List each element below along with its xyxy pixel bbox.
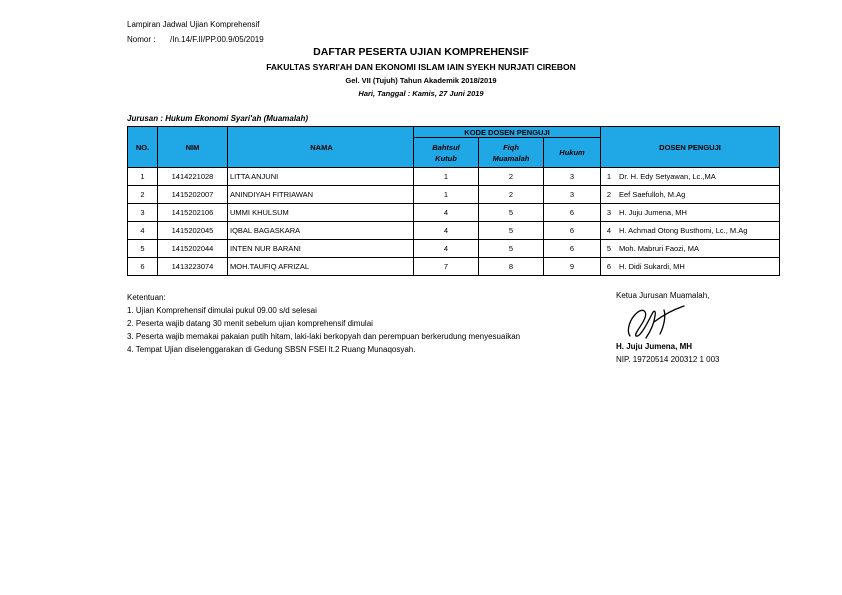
cell-kode-hukum: 3: [544, 186, 601, 204]
cell-dosen-name: H. Juju Jumena, MH: [617, 204, 780, 222]
date-label: Hari, Tanggal : Kamis, 27 Juni 2019: [358, 89, 484, 98]
cell-dosen-name: H. Didi Sukardi, MH: [617, 258, 780, 276]
cell-kode-fiqh: 8: [479, 258, 544, 276]
header-dosen-penguji: DOSEN PENGUJI: [601, 127, 780, 168]
cell-nim: 1415202045: [158, 222, 228, 240]
cell-no: 5: [128, 240, 158, 258]
cell-no: 1: [128, 168, 158, 186]
cell-nama: UMMI KHULSUM: [228, 204, 414, 222]
cell-kode-bahtsul: 1: [414, 186, 479, 204]
cell-nim: 1414221028: [158, 168, 228, 186]
cell-dosen-no: 1: [601, 168, 618, 186]
cell-kode-fiqh: 2: [479, 168, 544, 186]
cell-kode-fiqh: 5: [479, 204, 544, 222]
signature-role: Ketua Jurusan Muamalah,: [616, 291, 710, 300]
ketentuan-item: 2. Peserta wajib datang 30 menit sebelum ujian komprehensif dimulai: [127, 319, 373, 328]
table-row: [128, 168, 780, 186]
cell-dosen-no: 4: [601, 222, 618, 240]
cell-kode-fiqh: 5: [479, 222, 544, 240]
cell-kode-bahtsul: 1: [414, 168, 479, 186]
cell-nim: 1415202044: [158, 240, 228, 258]
cell-no: 2: [128, 186, 158, 204]
table-row: [128, 240, 780, 258]
ketentuan-item: 3. Peserta wajib memakai pakaian putih hitam, laki-laki berkopyah dan perempuan berkerudung menyesuaikan: [127, 332, 521, 341]
cell-dosen-no: 3: [601, 204, 618, 222]
gelombang-label: Gel. VII (Tujuh) Tahun Akademik 2018/2019: [345, 76, 497, 85]
faculty-title: FAKULTAS SYARI'AH DAN EKONOMI ISLAM IAIN SYEKH NURJATI CIREBON: [266, 62, 576, 72]
cell-kode-fiqh: 2: [479, 186, 544, 204]
header-fiqh-line2: Muamalah: [492, 153, 530, 163]
signature-name: H. Juju Jumena, MH: [616, 342, 693, 351]
header-hukum: Hukum: [544, 138, 601, 168]
cell-kode-bahtsul: 4: [414, 222, 479, 240]
header-kode-dosen: KODE DOSEN PENGUJI: [414, 127, 601, 138]
cell-no: 4: [128, 222, 158, 240]
cell-nama: IQBAL BAGASKARA: [228, 222, 414, 240]
ketentuan-item: 4. Tempat Ujian diselenggarakan di Gedung SBSN FSEI lt.2 Ruang Munaqosyah.: [127, 345, 416, 354]
lampiran-label: Lampiran Jadwal Ujian Komprehensif: [127, 20, 260, 29]
cell-kode-bahtsul: 7: [414, 258, 479, 276]
cell-no: 3: [128, 204, 158, 222]
nomor-value: /In.14/F.II/PP.00.9/05/2019: [170, 35, 264, 44]
signature-nip: NIP. 19720514 200312 1 003: [616, 355, 720, 364]
header-bahtsul-line2: Kutub: [435, 153, 457, 163]
ketentuan-section: [127, 291, 520, 356]
cell-kode-fiqh: 5: [479, 240, 544, 258]
header-nim: NIM: [158, 127, 228, 168]
cell-kode-hukum: 3: [544, 168, 601, 186]
cell-dosen-no: 6: [601, 258, 618, 276]
table-row: [128, 222, 780, 240]
cell-nama: ANINDIYAH FITRIAWAN: [228, 186, 414, 204]
participants-table: [127, 126, 780, 276]
cell-dosen-no: 5: [601, 240, 618, 258]
cell-nama: LITTA ANJUNI: [228, 168, 414, 186]
cell-dosen-name: Dr. H. Edy Setyawan, Lc.,MA: [617, 168, 780, 186]
cell-kode-bahtsul: 4: [414, 240, 479, 258]
handwritten-signature: [624, 300, 694, 342]
ketentuan-title: Ketentuan:: [127, 293, 166, 302]
header-fiqh-muamalah: [479, 138, 544, 168]
header-no: NO.: [128, 127, 158, 168]
cell-nim: 1413223074: [158, 258, 228, 276]
cell-nama: MOH.TAUFIQ AFRIZAL: [228, 258, 414, 276]
cell-dosen-name: Moh. Mabruri Faozi, MA: [617, 240, 780, 258]
cell-nim: 1415202106: [158, 204, 228, 222]
cell-no: 6: [128, 258, 158, 276]
cell-nama: INTEN NUR BARANI: [228, 240, 414, 258]
table-row: [128, 186, 780, 204]
header-nama: NAMA: [228, 127, 414, 168]
cell-dosen-no: 2: [601, 186, 618, 204]
table-row: [128, 258, 780, 276]
cell-kode-hukum: 9: [544, 258, 601, 276]
document-title: DAFTAR PESERTA UJIAN KOMPREHENSIF: [313, 46, 529, 58]
cell-nim: 1415202007: [158, 186, 228, 204]
header-bahtsul-line1: Bahtsul: [432, 142, 460, 152]
ketentuan-item: 1. Ujian Komprehensif dimulai pukul 09.00 s/d selesai: [127, 306, 317, 315]
cell-kode-hukum: 6: [544, 204, 601, 222]
nomor-label: Nomor :: [127, 35, 156, 44]
jurusan-label: Jurusan : Hukum Ekonomi Syari'ah (Muamalah): [127, 114, 309, 123]
table-row: [128, 204, 780, 222]
header-fiqh-line1: Fiqh: [503, 142, 519, 152]
cell-kode-bahtsul: 4: [414, 204, 479, 222]
cell-dosen-name: H. Achmad Otong Busthomi, Lc., M.Ag: [617, 222, 780, 240]
cell-dosen-name: Eef Saefulloh, M.Ag: [617, 186, 780, 204]
cell-kode-hukum: 6: [544, 240, 601, 258]
header-bahtsul-kutub: [414, 138, 479, 168]
cell-kode-hukum: 6: [544, 222, 601, 240]
